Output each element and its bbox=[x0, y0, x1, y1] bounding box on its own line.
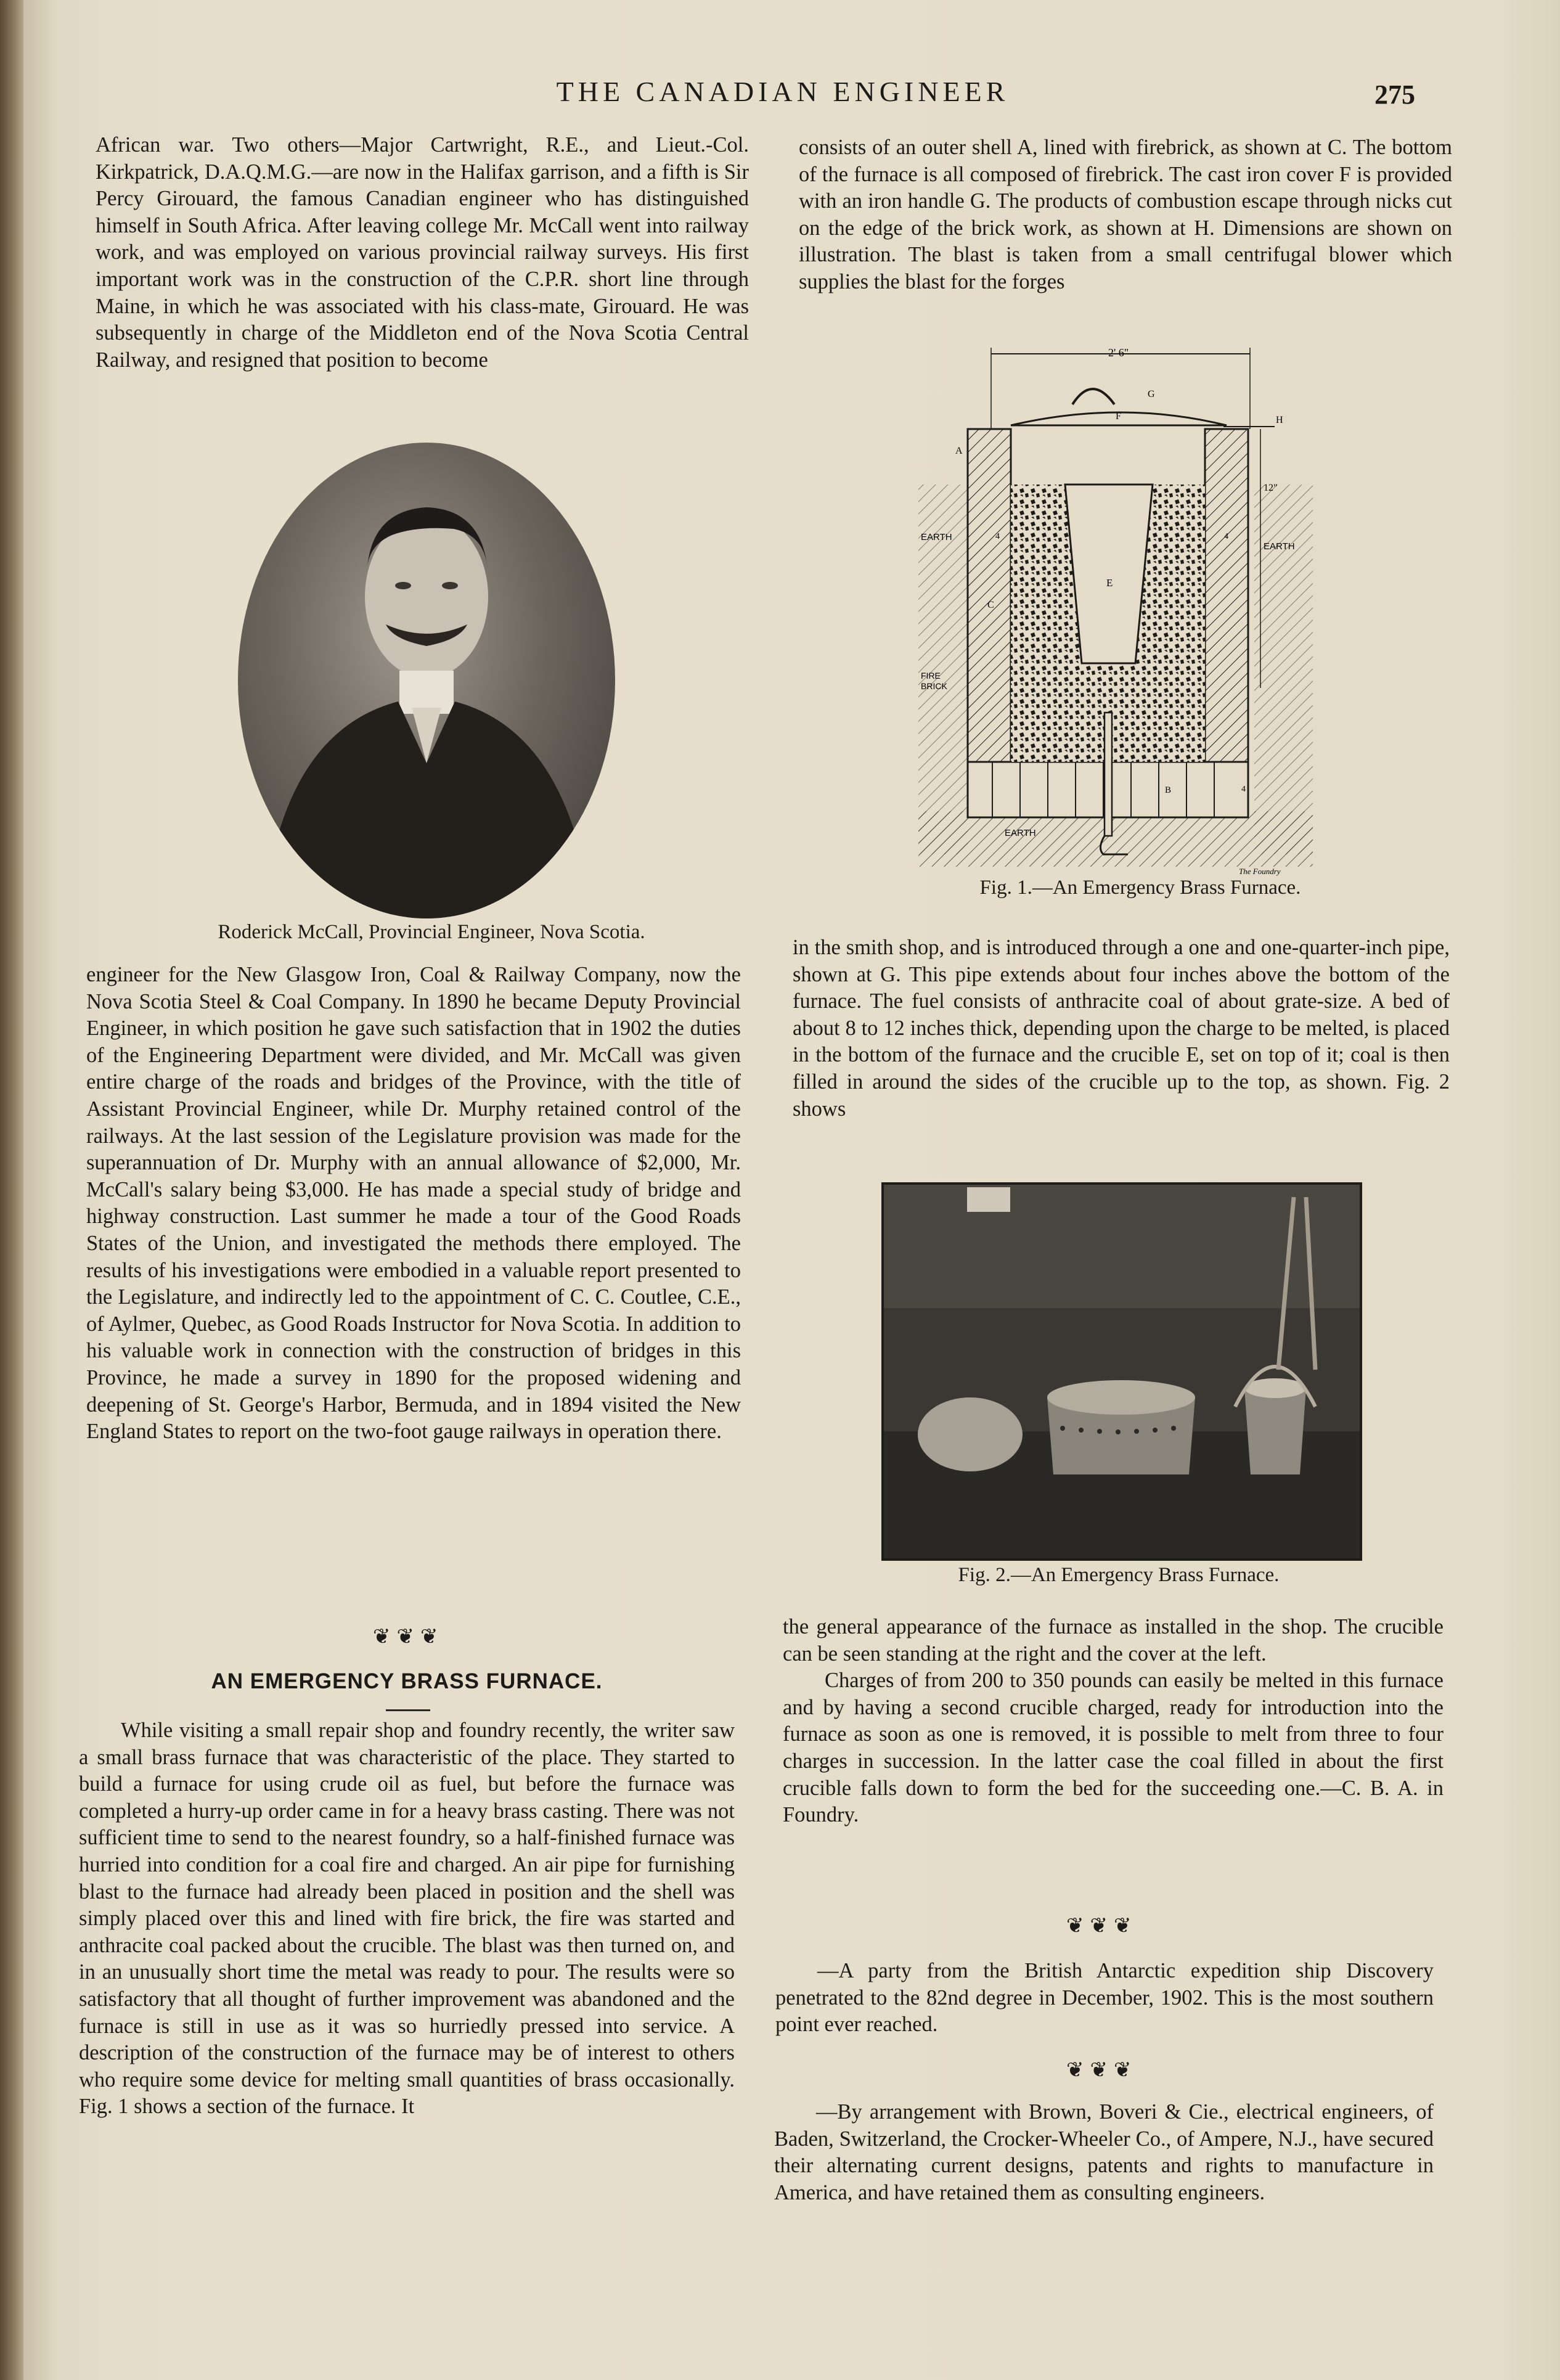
portrait-illustration bbox=[238, 443, 615, 918]
section-ornament: ❦❦❦ bbox=[373, 1626, 444, 1648]
label-h: H bbox=[1276, 415, 1283, 425]
furnace-photo-illustration bbox=[884, 1185, 1360, 1558]
left-paragraph-2 bbox=[86, 962, 741, 1446]
note-ornament-2: ❦❦❦ bbox=[1066, 2059, 1138, 2082]
page-number: 275 bbox=[1374, 80, 1415, 110]
left-paragraph-1 bbox=[96, 132, 749, 374]
antarctic-note bbox=[775, 1958, 1434, 2039]
dim-4-left: 4 bbox=[995, 532, 1000, 541]
label-b: B bbox=[1165, 785, 1172, 795]
body-text: —By arrangement with Brown, Boveri & Cie., electrical engineers, of Baden, Switzerland, the Crocker-Wheeler Co., of Ampere, N.J., have secured their alternating current designs, patents and rights to manufacture in America, and have retained them as consulting engineers. bbox=[774, 2100, 1434, 2204]
label-earth-bottom: EARTH bbox=[1005, 828, 1036, 838]
body-text: African war. Two others—Major Cartwright, R.E., and Lieut.-Col. Kirkpatrick, D.A.Q.M.G.—are now in the Halifax garrison, and a fifth is Sir Percy Girouard, the famous Canadian engineer who has distinguished himself in South Africa. After leaving college Mr. McCall went into railway work, and was employed on various provincial railway surveys. His first important work was in the construction of the C.P.R. short line through Maine, in which he was associated with his class-mate, Girouard. He was subsequently in charge of the Middleton end of the Nova Scotia Central Railway, and resigned that position to become bbox=[96, 133, 749, 372]
label-c: C bbox=[987, 600, 994, 610]
running-title: THE CANADIAN ENGINEER bbox=[556, 76, 1010, 107]
note-ornament-1: ❦❦❦ bbox=[1066, 1915, 1138, 1937]
dim-4-bottom: 4 bbox=[1241, 785, 1246, 794]
label-a: A bbox=[955, 446, 963, 456]
label-f: F bbox=[1116, 411, 1121, 422]
left-paragraph-3 bbox=[79, 1717, 735, 2120]
heading-rule bbox=[386, 1709, 430, 1711]
right-paragraph-2 bbox=[793, 934, 1450, 1123]
right-paragraph-1 bbox=[799, 134, 1452, 296]
portrait-caption: Roderick McCall, Provincial Engineer, Nova Scotia. bbox=[218, 921, 645, 943]
section-heading: AN EMERGENCY BRASS FURNACE. bbox=[211, 1669, 603, 1693]
body-text: in the smith shop, and is introduced through a one and one-quarter-inch pipe, shown at G. This pipe extends about four inches above the bottom of the furnace. The fuel consists of anthracite coal of about grate-size. A bed of about 8 to 12 inches thick, depending upon the charge to be melted, is placed in the bottom of the furnace and the crucible E, set on top of it; coal is then filled in around the sides of the crucible up to the top, as shown. Fig. 2 shows bbox=[793, 936, 1450, 1121]
label-fire-1: FIRE bbox=[921, 671, 941, 681]
label-earth-left: EARTH bbox=[921, 532, 952, 542]
furnace-section-diagram bbox=[918, 343, 1313, 885]
dimension-top: 2' 6" bbox=[1108, 346, 1129, 359]
furnace-section-drawing bbox=[918, 343, 1313, 885]
figure-credit: The Foundry bbox=[1239, 867, 1281, 876]
label-e: E bbox=[1106, 577, 1113, 589]
label-earth-right: EARTH bbox=[1264, 541, 1295, 552]
furnace-photo bbox=[881, 1182, 1362, 1561]
figure-1-caption: Fig. 1.—An Emergency Brass Furnace. bbox=[979, 877, 1301, 899]
label-brick-2: BRICK bbox=[921, 681, 947, 691]
portrait-photo bbox=[238, 443, 615, 918]
body-text: While visiting a small repair shop and foundry recently, the writer saw a small brass furnace that was characteristic of the place. They started to build a furnace for using crude oil as fuel, but before the furnace was completed a hurry-up order came in for a heavy brass casting. There was not sufficient time to send to the nearest foundry, so a half-finished furnace was hurried into condition for a coal fire and charged. An air pipe for furnishing blast to the furnace had already been placed in position and the shell was simply placed over this and lined with fire brick, the fire was started and anthracite coal packed about the crucible. The blast was then turned on, and in an unusually short time the metal was ready to pour. The results were so satisfactory that all thought of further improvement was abandoned and the furnace is still in use as it was so hurriedly pressed into service. A description of the construction of the furnace may be of interest to others who require some device for melting small quantities of brass occasionally. Fig. 1 shows a section of the furnace. It bbox=[79, 1719, 735, 2119]
right-paragraph-3 bbox=[783, 1614, 1444, 1829]
label-g: G bbox=[1148, 389, 1155, 399]
body-text: consists of an outer shell A, lined with firebrick, as shown at C. The bottom of the furnace is all composed of firebrick. The cast iron cover F is provided with an iron handle G. The products of combustion escape through nicks cut on the edge of the brick work, as shown at H. Dimensions are shown on illustration. The blast is taken from a small centrifugal blower which supplies the blast for the forges bbox=[799, 136, 1452, 293]
dim-4-right: 4 bbox=[1224, 532, 1228, 541]
crocker-wheeler-note bbox=[774, 2099, 1434, 2206]
body-text: the general appearance of the furnace as installed in the shop. The crucible can be seen standing at the right and the cover at the left. bbox=[783, 1615, 1444, 1666]
figure-2-caption: Fig. 2.—An Emergency Brass Furnace. bbox=[958, 1564, 1280, 1586]
body-text: engineer for the New Glasgow Iron, Coal & Railway Company, now the Nova Scotia Steel & Coal Company. In 1890 he became Deputy Provincial Engineer, in which position he gave such satisfaction that in 1902 the duties of the Engineering Department were divided, and Mr. McCall was given entire charge of the roads and bridges of the Province, with the title of Assistant Provincial Engineer, while Dr. Murphy retained control of the railways. At the last session of the Legislature provision was made for the superannuation of Dr. Murphy with an annual allowance of $2,000, Mr. McCall's salary being $3,000. He has made a special study of bridge and highway construction. Last summer he made a tour of the Good Roads States of the Union, and investigated the methods there employed. The results of his investigations were embodied in a valuable report presented to the Legislature, and indirectly led to the appointment of C. C. Coutlee, C.E., of Aylmer, Quebec, as Good Roads Instructor for Nova Scotia. In addition to his valuable work in connection with the construction of bridges in this Province, he made a survey in 1890 for the proposed widening and deepening of St. George's Harbor, Bermuda, and in 1894 visited the New England States to report on the two-foot gauge railways in operation there. bbox=[86, 963, 741, 1444]
body-text: —A party from the British Antarctic expedition ship Discovery penetrated to the 82nd degree in December, 1902. This is the most southern point ever reached. bbox=[775, 1959, 1434, 2037]
body-text: Charges of from 200 to 350 pounds can easily be melted in this furnace and by having a second crucible charged, ready for introduction into the furnace as soon as one is removed, it is possible to melt from three to four charges in succession. In the latter case the coal filled in about the first crucible falls down to form the bed for the succeeding one.—C. B. A. in Foundry. bbox=[783, 1669, 1444, 1827]
book-spine-edge bbox=[0, 0, 23, 2380]
